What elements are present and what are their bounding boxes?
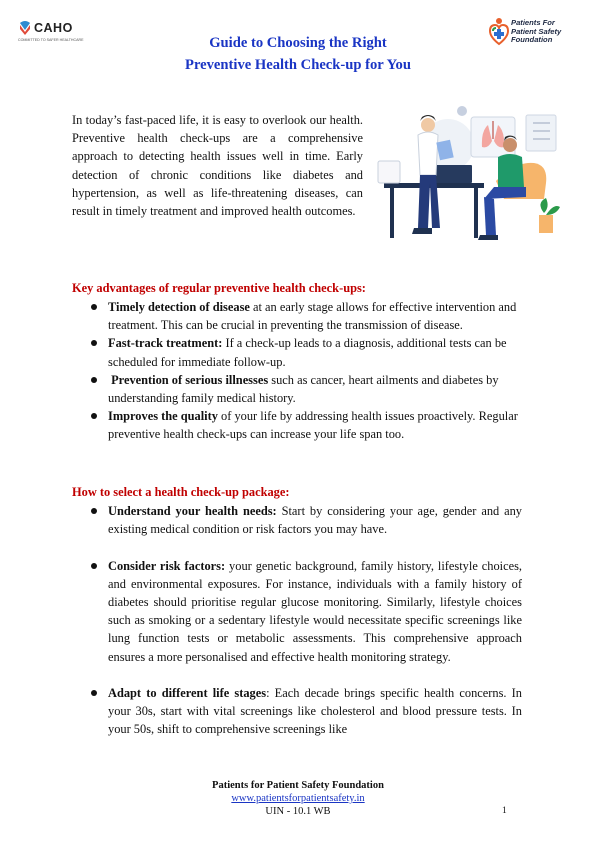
bullet-icon [91, 690, 97, 696]
list-item [90, 684, 522, 739]
item-bold-lead: Prevention of serious illnesses [108, 372, 269, 387]
page-title-line-2: Preventive Health Check-up for You [185, 57, 411, 73]
item-text: of your life by addressing health issues proactively. Regular preventive health check-ups can increase your life span too. [108, 409, 518, 442]
item-bold-lead: Consider risk factors: [108, 558, 226, 573]
item-text: Start by considering your age, gender and any existing medical condition or risk factors you may have. [108, 504, 523, 537]
item-bold-lead: Timely detection of disease [108, 300, 250, 314]
footer-uin: UIN - 10.1 WB [265, 806, 331, 817]
bullet-icon [91, 508, 97, 514]
list-item [90, 557, 522, 666]
list-item [90, 407, 522, 443]
psf-logo-text [511, 19, 561, 45]
heart-cross-icon [487, 17, 511, 47]
item-text: : Each decade brings specific health concerns. In your 30s, start with vital screenings like cholesterol and blood pressure tests. In your 50s, shift to comprehensive screenings like [108, 686, 522, 737]
caho-mark-icon [18, 20, 32, 36]
page-title-line-1: Guide to Choosing the Right [209, 35, 387, 51]
list-item [90, 371, 522, 407]
advantages-list [90, 298, 522, 444]
item-text: If a check-up leads to a diagnosis, additional tests can be scheduled for immediate follow-up. [108, 336, 507, 369]
bullet-icon [91, 377, 97, 383]
psf-logo-line: Patient Safety [511, 26, 562, 36]
list-item [90, 334, 522, 370]
item-text: such as cancer, heart ailments and diabetes by understanding family medical history. [108, 372, 499, 406]
caho-tagline: COMMITTED TO SAFER HEALTHCARE [18, 38, 84, 42]
list-item [90, 502, 522, 538]
page-number: 1 [502, 806, 507, 816]
bullet-icon [91, 413, 97, 419]
list-item [90, 298, 522, 334]
intro-paragraph: In today’s fast-paced life, it is easy to overlook our health. Preventive health check-ups are a comprehensive approach to detecting health issues well in time. Early detection of chronic conditions like diabetes and hypertension, as well as life-threatening diseases, can result in timely treatment and improved health outcomes. [72, 113, 363, 219]
doctor-patient-illustration [376, 103, 561, 245]
section-heading-advantages: Key advantages of regular preventive health check-ups: [72, 281, 366, 295]
bullet-icon [91, 340, 97, 346]
item-bold-lead: Improves the quality [108, 409, 218, 424]
select-package-list [90, 502, 522, 739]
item-bold-lead: Fast-track treatment: [108, 336, 223, 351]
footer-website-link[interactable]: www.patientsforpatientsafety.in [231, 793, 365, 804]
bullet-icon [91, 563, 97, 569]
psf-logo-line: Foundation [511, 35, 553, 45]
footer-org-name: Patients for Patient Safety Foundation [212, 780, 384, 791]
item-bold-lead: Adapt to different life stages [108, 686, 267, 700]
caho-logo [18, 20, 98, 46]
item-text: at an early stage allows for effective intervention and treatment. This can be crucial in preventing the transmission of disease. [108, 300, 517, 333]
psf-logo [487, 17, 582, 51]
item-bold-lead: Understand your health needs: [108, 504, 277, 518]
section-heading-select-package: How to select a health check-up package: [72, 485, 290, 499]
item-text: your genetic background, family history, lifestyle choices, and environmental exposures. For instance, individuals with a family history of diabetes should prioritise regular glucose monitoring. Similarly, lifestyle choices such as smoking or a sedentary lifestyle would necessitate specific screenings like lung function tests or metabolic assessments. This comprehensive approach ensures a more personalised and effective health monitoring strategy. [108, 558, 523, 664]
bullet-icon [91, 304, 97, 310]
psf-logo-line: Patients For [511, 18, 555, 27]
caho-logo-text: CAHO [34, 21, 73, 35]
